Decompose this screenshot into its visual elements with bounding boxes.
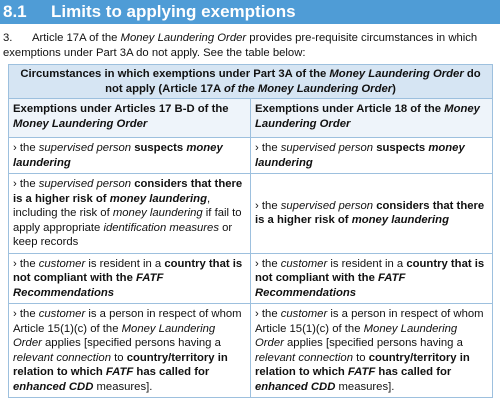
section-number: 8.1 xyxy=(3,2,27,21)
table-cell: › the supervised person suspects money laundering xyxy=(9,138,251,174)
table-cell: › the customer is a person in respect of whom Article 15(1)(c) of the Money Laundering Order applies [specified persons having a relevant connection to country/territory in relation to which FATF has called for enhanced CDD measures]. xyxy=(9,304,251,398)
column-header-articles-17b-d: Exemptions under Articles 17 B-D of the Money Laundering Order xyxy=(9,99,251,138)
section-heading xyxy=(0,0,500,24)
section-title: Limits to applying exemptions xyxy=(51,2,296,21)
column-header-article-18: Exemptions under Article 18 of the Money Laundering Order xyxy=(251,99,493,138)
table-cell: › the customer is resident in a country that is not compliant with the FATF Recommendations xyxy=(9,253,251,304)
exemptions-table xyxy=(8,64,493,398)
paragraph-number: 3. xyxy=(3,32,13,44)
table-cell: › the supervised person considers that there is a higher risk of money laundering xyxy=(251,174,493,254)
table-cell: › the supervised person suspects money laundering xyxy=(251,138,493,174)
paragraph-text: Article 17A of the Money Laundering Order provides pre-requisite circumstances in which exemptions under Part 3A do not apply. See the table below: xyxy=(3,32,478,59)
paragraph-3 xyxy=(3,31,497,61)
table-row xyxy=(9,174,493,254)
table-cell: › the supervised person considers that there is a higher risk of money laundering, including the risk of money laundering if fail to apply appropriate identification measures or keep records xyxy=(9,174,251,254)
table-cell: › the customer is a person in respect of whom Article 15(1)(c) of the Money Laundering Order applies [specified persons having a relevant connection to country/territory in relation to which FATF has called for enhanced CDD measures]. xyxy=(251,304,493,398)
table-header: Circumstances in which exemptions under Part 3A of the Money Laundering Order do not apply (Article 17A of the Money Laundering Order) xyxy=(9,65,493,99)
table-row xyxy=(9,138,493,174)
table-row xyxy=(9,253,493,304)
table-row xyxy=(9,304,493,398)
table-cell: › the customer is resident in a country that is not compliant with the FATF Recommendations xyxy=(251,253,493,304)
